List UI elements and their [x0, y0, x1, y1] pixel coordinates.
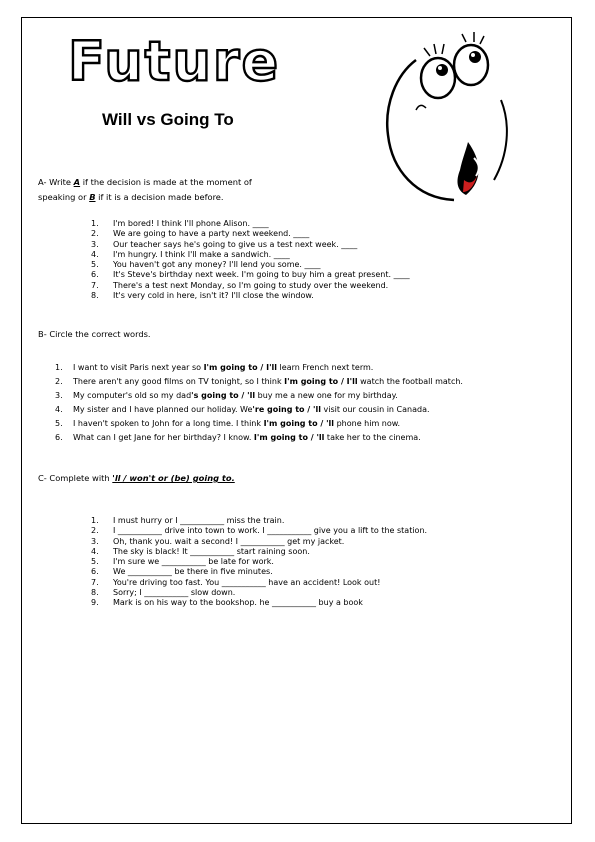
- list-item: 1. I want to visit Paris next year so I'm going to / I'll learn French next term.: [55, 363, 374, 372]
- section-c-list: [91, 516, 427, 608]
- list-item: 8. Sorry; I ___________ slow down.: [91, 587, 236, 597]
- section-c-instruction: C- Complete with 'll / won't or (be) going to.: [38, 473, 235, 483]
- list-item: 4. The sky is black! It ___________ start raining soon.: [91, 546, 310, 556]
- list-item: 3. Oh, thank you. wait a second! I ___________ get my jacket.: [91, 536, 345, 546]
- list-item: 7. You're driving too fast. You ___________ have an accident! Look out!: [91, 577, 381, 587]
- list-item: 1. I must hurry or I ___________ miss the train.: [91, 516, 285, 525]
- list-item: 6. What can I get Jane for her birthday? I know. I'm going to / 'll take her to the cinema.: [55, 433, 421, 442]
- list-item: 4. My sister and I have planned our holiday. We're going to / 'll visit our cousin in Canada.: [55, 405, 430, 414]
- list-item: 2. We are going to have a party next weekend. ____: [91, 229, 310, 239]
- list-item: 6. It's Steve's birthday next week. I'm going to buy him a great present. ____: [91, 270, 410, 280]
- section-a-instruction: A- Write A if the decision is made at the moment of speaking or B if it is a decision made before.: [38, 177, 252, 202]
- list-item: 9. Mark is on his way to the bookshop. he ___________ buy a book: [91, 598, 363, 607]
- list-item: 3. Our teacher says he's going to give us a test next week. ____: [91, 239, 358, 249]
- list-item: 1. I'm bored! I think I'll phone Alison. ____: [91, 219, 269, 228]
- section-a-list: [91, 219, 410, 301]
- section-b-list: [55, 361, 463, 445]
- list-item: 8. It's very cold in here, isn't it? I'll close the window.: [91, 290, 314, 300]
- list-item: 2. There aren't any good films on TV tonight, so I think I'm going to / I'll watch the football match.: [55, 377, 463, 386]
- list-item: 7. There's a test next Monday, so I'm going to study over the weekend.: [91, 280, 389, 290]
- page-title: [64, 30, 304, 90]
- list-item: 5. I haven't spoken to John for a long time. I think I'm going to / 'll phone him now.: [55, 419, 401, 428]
- list-item: 5. You haven't got any money? I'll lend you some. ____: [91, 260, 321, 269]
- list-item: 6. We ___________ be there in five minutes.: [91, 567, 273, 577]
- smiley-face-icon: [376, 30, 516, 205]
- page-subtitle: Will vs Going To: [102, 110, 234, 129]
- list-item: 4. I'm hungry. I think I'll make a sandwich. ____: [91, 249, 290, 259]
- svg-text:Future: Future: [68, 30, 281, 90]
- list-item: 3. My computer's old so my dad's going to / 'll buy me a new one for my birthday.: [55, 391, 398, 400]
- list-item: 2. I ___________ drive into town to work. I ___________ give you a lift to the station.: [91, 526, 428, 536]
- list-item: 5. I'm sure we ___________ be late for work.: [91, 557, 274, 566]
- section-b-instruction: B- Circle the correct words.: [38, 329, 151, 339]
